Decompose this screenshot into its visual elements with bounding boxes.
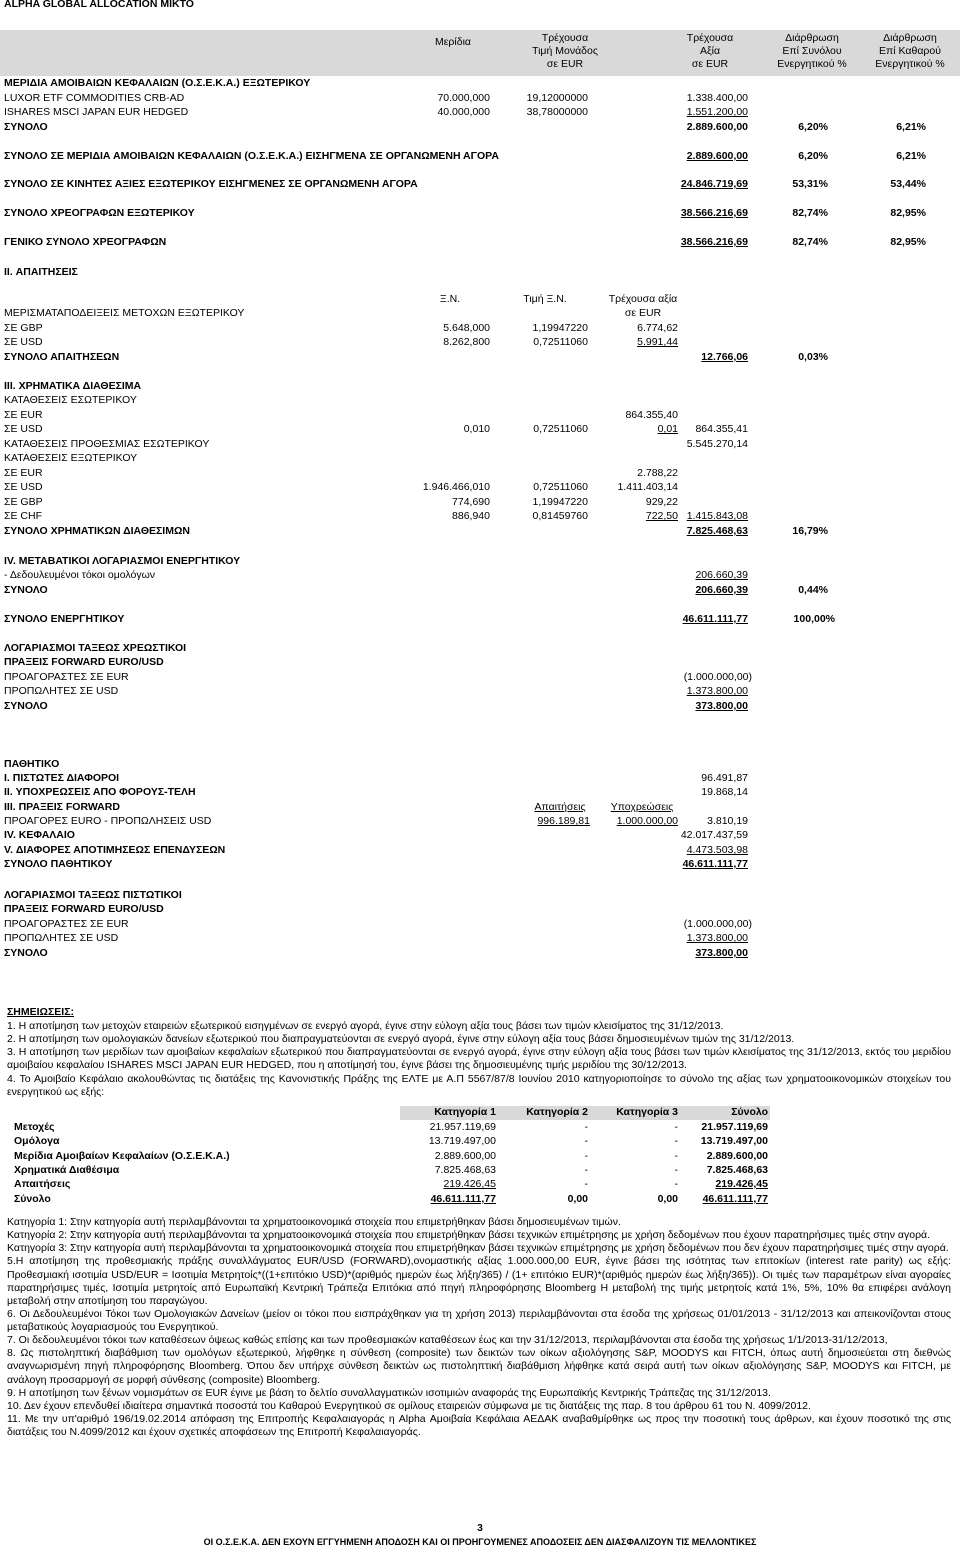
category-row-label: Σύνολο [14, 1193, 51, 1205]
note-5: 5.Η αποτίμηση της προθεσμιακής πράξης συναλλάγματος EUR/USD (FORWARD),ονομαστικής αξίας 1.000.000,00 EUR, έγινε βάσει της ισότητας των επιτοκίων (interest rate parity) ως εξής: Προθεσμιακή ισοτιμία USD/EUR = Ισοτιμία Μετρητοίς*((1+επιτόκιο USD)*(αριθμός ημερών έως λήξη/365) / (1+ επιτόκιο EUR)*(αριθμός ημερών έως λήξη/365)). Οι τιμές των παραμέτρων είναι αγοραίες παρατηρήσιμες τιμές, Ισοτιμία μετρητοίς από Ευρωπαϊκή Κεντρική Τράπεζα Επιτόκια από πηγή πληροφόρησης Bloomberg Η μεταβολή της τιμής μετρητοίς κατά 1%, 5%, 10% θα επιφέρει ανάλογη μεταβολή στην αποτίμηση του παραγώγου. [7, 1255, 951, 1307]
receivable-row-value: 6.774,62 [637, 322, 678, 334]
summary-value: 38.566.216,69 [680, 207, 748, 219]
credit-row-label: ΠΡΟΠΩΛΗΤΕΣ ΣΕ USD [4, 932, 119, 944]
funds-total-pct2: 6,21% [896, 121, 926, 133]
cash-domestic-title: ΚΑΤΑΘΕΣΕΙΣ ΕΣΩΤΕΡΙΚΟΥ [4, 394, 137, 406]
fund-row-value: 1.338.400,00 [686, 92, 748, 104]
receivables-title: II. ΑΠΑΙΤΗΣΕΙΣ [4, 266, 78, 278]
liab-forward-row-v2: 1.000.000,00 [616, 815, 678, 827]
credit-accounts-subtitle: ΠΡΑΞΕΙΣ FORWARD EURO/USD [4, 903, 164, 915]
transit-total-value: 206.660,39 [695, 584, 748, 596]
debit-row-value: (1.000.000,00) [683, 671, 752, 683]
category-col-1: Κατηγορία 1 [434, 1106, 496, 1118]
assets-total-value: 46.611.111,77 [682, 613, 748, 625]
note-9: 9. Η αποτίμηση των ξένων νομισμάτων σε EUR έγινε με βάση το δελτίο συναλλαγματικών ισοτιμιών αναφοράς της Ευρωπαϊκής Κεντρικής Τράπεζας της 31/12/2013. [7, 1386, 771, 1399]
category-row-c3: - [674, 1135, 678, 1147]
transit-total-pct: 0,44% [798, 584, 828, 596]
liab-taxes-value: 19.868,14 [701, 786, 748, 798]
document-title: ALPHA GLOBAL ALLOCATION ΜΙΚΤΟ [4, 0, 194, 10]
category-row-c2: 0,00 [567, 1193, 588, 1205]
credit-total-label: ΣΥΝΟΛΟ [4, 947, 48, 959]
summary-pct2: 82,95% [890, 236, 926, 248]
category-row-total: 46.611.111,77 [702, 1193, 768, 1205]
summary-label: ΓΕΝΙΚΟ ΣΥΝΟΛΟ ΧΡΕΟΓΡΑΦΩΝ [4, 236, 167, 248]
cash-row-value: 929,22 [645, 496, 678, 508]
summary-pct2: 6,21% [896, 150, 926, 162]
debit-accounts-title: ΛΟΓΑΡΙΑΣΜΟΙ ΤΑΞΕΩΣ ΧΡΕΩΣΤΙΚΟΙ [4, 642, 187, 654]
fund-row-name: LUXOR ETF COMMODITIES CRB-AD [4, 92, 185, 104]
cash-row-rate: 0,72511060 [533, 481, 588, 493]
summary-value: 38.566.216,69 [680, 236, 748, 248]
funds-total-value: 2.889.600,00 [686, 121, 748, 133]
category-row-label: Ομόλογα [14, 1135, 60, 1147]
receivables-col-fx-price: Τιμή Ξ.Ν. [523, 293, 567, 305]
category-row-c3: - [674, 1121, 678, 1133]
cash-row-label: ΣΕ EUR [4, 467, 43, 479]
cash-row-value: 1.411.403,14 [617, 481, 678, 493]
credit-row-value: 1.373.800,00 [686, 932, 748, 944]
summary-pct1: 6,20% [798, 150, 828, 162]
funds-total-pct1: 6,20% [798, 121, 828, 133]
liab-forward-label: III. ΠΡΑΞΕΙΣ FORWARD [4, 801, 120, 813]
cash-row-rate: 1,19947220 [532, 496, 588, 508]
receivable-row-fx: 5.648,000 [443, 322, 490, 334]
cash-row-value: 864.355,40 [625, 409, 678, 421]
note-3: 3. Η αποτίμηση των μεριδίων των αμοιβαίων κεφαλαίων εξωτερικού που διαπραγματεύονται σε ενεργό αγορά, έγινε στην εύλογη αξία τους βάσει των τιμών κλεισίματος της 31/12/2013, εκτός του μεριδίου αμοιβαίου κεφαλαίου ISHARES MSCI JAPAN EUR HEDGED, που η αποτίμησή του, έγινε βάσει της δημοσιευμένης τιμής μεριδίου της 30/12/2013. [7, 1046, 951, 1072]
category-row-c1: 46.611.111,77 [430, 1193, 496, 1205]
summary-pct1: 53,31% [792, 178, 828, 190]
cash-row-label: ΣΕ USD [4, 481, 43, 493]
summary-pct2: 82,95% [890, 207, 926, 219]
liab-forward-col-obligations: Υποχρεώσεις [610, 801, 674, 813]
liab-forward-row-value: 3.810,19 [707, 815, 748, 827]
cash-row-fx: 0,010 [463, 423, 490, 435]
receivable-row-label: ΣΕ USD [4, 336, 43, 348]
credit-row-label: ΠΡΟΑΓΟΡΑΣΤΕΣ ΣΕ EUR [4, 918, 129, 930]
category-row-label: Μερίδια Αμοιβαίων Κεφαλαίων (Ο.Σ.Ε.Κ.Α.) [14, 1150, 230, 1162]
cash-total-label: ΣΥΝΟΛΟ ΧΡΗΜΑΤΙΚΩΝ ΔΙΑΘΕΣΙΜΩΝ [4, 525, 190, 537]
cash-foreign-title: ΚΑΤΑΘΕΣΕΙΣ ΕΞΩΤΕΡΙΚΟΥ [4, 452, 138, 464]
notes-title: ΣΗΜΕΙΩΣΕΙΣ: [7, 1006, 74, 1018]
page-number: 3 [477, 1523, 483, 1534]
summary-value: 24.846.719,69 [680, 178, 748, 190]
category-row-c3: - [674, 1150, 678, 1162]
notes-block-a [7, 1020, 951, 1099]
cash-row-value: 0,01 [657, 423, 678, 435]
category-row-label: Χρηματικά Διαθέσιμα [14, 1164, 120, 1176]
receivables-subtitle: ΜΕΡΙΣΜΑΤΑΠΟΔΕΙΞΕΙΣ ΜΕΤΟΧΩΝ ΕΞΩΤΕΡΙΚΟΥ [4, 307, 245, 319]
header-unit-price: Τρέχουσα Τιμή Μονάδος σε EUR [532, 32, 598, 71]
summary-pct1: 82,74% [792, 236, 828, 248]
cash-total-value: 7.825.468,63 [686, 525, 748, 537]
cash-row-label: ΣΕ GBP [4, 496, 43, 508]
receivables-col-fx: Ξ.Ν. [439, 293, 461, 305]
category-row-c3: - [674, 1164, 678, 1176]
debit-total-value: 373.800,00 [695, 700, 748, 712]
cash-row-value: 722,50 [645, 510, 678, 522]
category-col-3: Κατηγορία 3 [616, 1106, 678, 1118]
cash-domestic-subtotal: 864.355,41 [695, 423, 748, 435]
liab-capital-value: 42.017.437,59 [680, 829, 748, 841]
note-7: 7. Οι δεδουλευμένοι τόκοι των καταθέσεων όψεως καθώς επίσης και των προθεσμιακών καταθέσεων έως και την 31/12/2013, περιλαμβάνονται στα έσοδα της χρήσεως 1/1/2013-31/12/2013, [7, 1334, 888, 1347]
receivables-col-current-2: σε EUR [624, 307, 662, 319]
liabilities-title: ΠΑΘΗΤΙΚΟ [4, 758, 60, 770]
receivables-total-value: 12.766,06 [701, 351, 748, 363]
note-2: 2. Η αποτίμηση των ομολογιακών δανείων εξωτερικού που διαπραγματεύονται σε ενεργό αγορά, έγινε στην εύλογη αξία τους βάσει δημοσιευμένων τιμών της 31/12/2013. [7, 1033, 795, 1046]
liab-creditors-label: I. ΠΙΣΤΩΤΕΣ ΔΙΑΦΟΡΟΙ [4, 772, 120, 784]
fund-row-price: 19,12000000 [526, 92, 588, 104]
category-row-total: 21.957.119,69 [701, 1121, 768, 1133]
category-row-total: 7.825.468,63 [706, 1164, 768, 1176]
credit-total-value: 373.800,00 [695, 947, 748, 959]
transit-row-value: 206.660,39 [695, 569, 748, 581]
category-row-c3: 0,00 [657, 1193, 678, 1205]
cash-row-label: ΣΕ USD [4, 423, 43, 435]
debit-accounts-subtitle: ΠΡΑΞΕΙΣ FORWARD EURO/USD [4, 656, 164, 668]
transit-row-label: - Δεδουλευμένοι τόκοι ομολόγων [4, 569, 156, 581]
category-row-c2: - [584, 1164, 588, 1176]
credit-accounts-title: ΛΟΓΑΡΙΑΣΜΟΙ ΤΑΞΕΩΣ ΠΙΣΤΩΤΙΚΟΙ [4, 889, 182, 901]
cash-row-fx: 1.946.466,010 [422, 481, 490, 493]
cash-row-label: ΣΕ EUR [4, 409, 43, 421]
fund-row-units: 70.000,000 [437, 92, 490, 104]
summary-value: 2.889.600,00 [686, 150, 748, 162]
note-1: 1. Η αποτίμηση των μετοχών εταιρειών εξωτερικού εισηγμένων σε ενεργό αγορά, έγινε στην εύλογη αξία τους βάσει των τιμών κλεισίματος της 31/12/2013. [7, 1020, 724, 1032]
liab-forward-row-label: ΠΡΟΑΓΟΡΕΣ EURO - ΠΡΟΠΩΛΗΣΕΙΣ USD [4, 815, 212, 827]
notes-block-b [7, 1216, 951, 1439]
receivables-total-pct: 0,03% [798, 351, 828, 363]
liab-capital-label: IV. ΚΕΦΑΛΑΙΟ [4, 829, 75, 841]
category-row-total: 2.889.600,00 [706, 1150, 768, 1162]
receivable-row-value: 5.991,44 [637, 336, 678, 348]
cash-row-rate: 0,72511060 [533, 423, 588, 435]
cash-row-label: ΣΕ CHF [4, 510, 42, 522]
category-row-label: Μετοχές [14, 1121, 55, 1133]
note-category-3: Κατηγορία 3: Στην κατηγορία αυτή περιλαμβάνονται τα χρηματοοικονομικά στοιχεία που επιμετρήθηκαν βάσει τεχνικών επιμέτρησης με χρήση δεδομένων που δεν έχουν παρατηρήσιμες τιμές στην αγορά. [7, 1242, 949, 1255]
note-11: 11. Με την υπ'αριθμό 196/19.02.2014 απόφαση της Επιτροπής Κεφαλαιαγοράς η Alpha Αμοιβαία Κεφάλαια ΑΕΔΑΚ αναβαθμίρθηκε ως προς την ποσοτική τους άρθρων, και έχουν ποσοτικό της στις διατάξεις του Ν.4099/2012 και έχουν σχετικές αποφάσεων της Επιτροπή Κεφαλαιαγοράς. [7, 1412, 951, 1438]
cash-title: III. ΧΡΗΜΑΤΙΚΑ ΔΙΑΘΕΣΙΜΑ [4, 380, 142, 392]
category-row-c3: - [674, 1178, 678, 1190]
header-units: Μερίδια [435, 36, 471, 48]
category-row-c2: - [584, 1150, 588, 1162]
header-pct-net-assets: Διάρθρωση Επί Καθαρού Ενεργητικού % [875, 32, 945, 71]
debit-row-label: ΠΡΟΑΓΟΡΑΣΤΕΣ ΣΕ EUR [4, 671, 129, 683]
note-6: 6. Οι Δεδουλευμένοι Τόκοι των Ομολογιακών Δανείων (μείον οι τόκοι που εισπράχθηκαν για τη χρήση 2013) περιλαμβάνονται στα έσοδα της χρήσεως 01/01/2013 - 31/12/2013 και απεικονίζονται στους μεταβατικούς λογαριασμούς του Ενεργητικού. [7, 1307, 951, 1333]
footer-disclaimer: ΟΙ Ο.Σ.Ε.Κ.Α. ΔΕΝ ΕΧΟΥΝ ΕΓΓΥΗΜΕΝΗ ΑΠΟΔΟΣΗ ΚΑΙ ΟΙ ΠΡΟΗΓΟΥΜΕΝΕΣ ΑΠΟΔΟΣΕΙΣ ΔΕΝ ΔΙΑΣΦΑΛΙΖΟΥΝ ΤΙΣ ΜΕΛΛΟΝΤΙΚΕΣ [203, 1537, 757, 1547]
category-row-c1: 21.957.119,69 [429, 1121, 496, 1133]
cash-total-pct: 16,79% [792, 525, 828, 537]
liab-total-value: 46.611.111,77 [682, 858, 748, 870]
category-row-total: 13.719.497,00 [700, 1135, 768, 1147]
note-category-1: Κατηγορία 1: Στην κατηγορία αυτή περιλαμβάνονται τα χρηματοοικονομικά στοιχεία που επιμετρήθηκαν βάσει δημοσιευμένων τιμών. [7, 1216, 621, 1228]
funds-section-title: ΜΕΡΙΔΙΑ ΑΜΟΙΒΑΙΩΝ ΚΕΦΑΛΑΙΩΝ (Ο.Σ.Ε.Κ.Α.) ΕΞΩΤΕΡΙΚΟΥ [4, 77, 311, 89]
receivable-row-label: ΣΕ GBP [4, 322, 43, 334]
category-col-2: Κατηγορία 2 [526, 1106, 588, 1118]
credit-row-value: (1.000.000,00) [683, 918, 752, 930]
liab-forward-col-receivables: Απαιτήσεις [534, 801, 586, 813]
liab-taxes-label: II. ΥΠΟΧΡΕΩΣΕΙΣ ΑΠΟ ΦΟΡΟΥΣ-ΤΕΛΗ [4, 786, 196, 798]
header-pct-total-assets: Διάρθρωση Επί Συνόλου Ενεργητικού % [777, 32, 847, 71]
summary-pct1: 82,74% [792, 207, 828, 219]
assets-total-pct: 100,00% [793, 613, 835, 625]
category-row-c1: 7.825.468,63 [434, 1164, 496, 1176]
transit-total-label: ΣΥΝΟΛΟ [4, 584, 48, 596]
note-4: 4. Το Αμοιβαίο Κεφάλαιο ακολουθώντας τις διατάξεις της Κανονιστικής Πράξης της ΕΛΤΕ με Α.Π 5567/87/8 Ιουνίου 2010 κατηγοριοποίησε το σύνολο της αξίας των χρηματοοικονομικών στοιχείων του ενεργητικού ως εξής: [7, 1072, 951, 1098]
fund-row-units: 40.000,000 [437, 106, 490, 118]
transit-title: IV. ΜΕΤΑΒΑΤΙΚΟΙ ΛΟΓΑΡΙΑΣΜΟΙ ΕΝΕΡΓΗΤΙΚΟΥ [4, 555, 241, 567]
cash-term-subtotal: 5.545.270,14 [686, 438, 748, 450]
liab-forward-row-v1: 996.189,81 [537, 815, 590, 827]
summary-label: ΣΥΝΟΛΟ ΣΕ ΚΙΝΗΤΕΣ ΑΞΙΕΣ ΕΞΩΤΕΡΙΚΟΥ ΕΙΣΗΓΜΕΝΕΣ ΣΕ ΟΡΓΑΝΩΜΕΝΗ ΑΓΟΡΑ [4, 178, 418, 190]
liab-valuation-value: 4.473.503,98 [686, 844, 748, 856]
category-row-c1: 219.426,45 [443, 1178, 496, 1190]
note-10: 10. Δεν έχουν επενδυθεί ιδιαίτερα σημαντικά ποσοστά του Καθαρού Ενεργητικού σε ομίλους εταιρειών σύμφωνα με τις διατάξεις της παρ. 8 του άρθρου 61 του Ν. 4099/2012. [7, 1399, 811, 1412]
receivable-row-fx: 8.262,800 [443, 336, 490, 348]
cash-row-fx: 774,690 [452, 496, 490, 508]
summary-label: ΣΥΝΟΛΟ ΧΡΕΟΓΡΑΦΩΝ ΕΞΩΤΕΡΙΚΟΥ [4, 207, 195, 219]
receivables-total-label: ΣΥΝΟΛΟ ΑΠΑΙΤΗΣΕΩΝ [4, 351, 120, 363]
liab-total-label: ΣΥΝΟΛΟ ΠΑΘΗΤΙΚΟΥ [4, 858, 113, 870]
category-row-c2: - [584, 1121, 588, 1133]
summary-label: ΣΥΝΟΛΟ ΣΕ ΜΕΡΙΔΙΑ ΑΜΟΙΒΑΙΩΝ ΚΕΦΑΛΑΙΩΝ (Ο.Σ.Ε.Κ.Α.) ΕΙΣΗΓΜΕΝΑ ΣΕ ΟΡΓΑΝΩΜΕΝΗ ΑΓΟΡΑ [4, 150, 499, 162]
debit-total-label: ΣΥΝΟΛΟ [4, 700, 48, 712]
category-col-total: Σύνολο [731, 1106, 768, 1118]
assets-total-label: ΣΥΝΟΛΟ ΕΝΕΡΓΗΤΙΚΟΥ [4, 613, 125, 625]
liab-creditors-value: 96.491,87 [701, 772, 748, 784]
fund-row-value: 1.551.200,00 [686, 106, 748, 118]
category-row-label: Απαιτήσεις [14, 1178, 71, 1190]
header-current-value: Τρέχουσα Αξία σε EUR [686, 32, 734, 71]
receivable-row-rate: 1,19947220 [532, 322, 588, 334]
category-row-c1: 13.719.497,00 [428, 1135, 496, 1147]
summary-pct2: 53,44% [890, 178, 926, 190]
cash-row-fx: 886,940 [452, 510, 490, 522]
cash-row-value: 2.788,22 [637, 467, 678, 479]
fund-row-price: 38,78000000 [526, 106, 588, 118]
category-row-c2: - [584, 1135, 588, 1147]
liab-valuation-label: V. ΔΙΑΦΟΡΕΣ ΑΠΟΤΙΜΗΣΕΩΣ ΕΠΕΝΔΥΣΕΩΝ [4, 844, 226, 856]
cash-row-rate: 0,81459760 [532, 510, 588, 522]
cash-term-label: ΚΑΤΑΘΕΣΕΙΣ ΠΡΟΘΕΣΜΙΑΣ ΕΣΩΤΕΡΙΚΟΥ [4, 438, 210, 450]
note-8: 8. Ως πιστοληπτική διαβάθμιση των ομολόγων εξωτερικού, λήφθηκε η σύνθεση (composite) των δεικτών των οίκων αξιολόγησης S&P, MOODYS και FITCH, όπως αυτή δημοσιεύεται στη διεθνώς αναγνωρισμένη πηγή πληροφόρησης Bloomberg. Όπου δεν υπήρχε σύνθεση δεικτών ως πιστοληπτική διαβάθμιση λήφθηκε κατά σειρά αυτή των οίκων αξιολόγησης S&P, MOODYS και FITCH, με ανάλογη προσαρμογή σε μορφή σύνθεσης (composite) Bloomberg. [7, 1347, 951, 1386]
funds-total-label: ΣΥΝΟΛΟ [4, 121, 48, 133]
cash-foreign-subtotal: 1.415.843,08 [686, 510, 748, 522]
receivable-row-rate: 0,72511060 [533, 336, 588, 348]
category-row-total: 219.426,45 [715, 1178, 768, 1190]
note-category-2: Κατηγορία 2: Στην κατηγορία αυτή περιλαμβάνονται τα χρηματοοικονομικά στοιχεία που επιμετρήθηκαν βάσει τεχνικών επιμέτρησης με χρήση δεδομένων που έχουν παρατηρήσιμες τιμές στην αγορά. [7, 1229, 931, 1242]
debit-row-label: ΠΡΟΠΩΛΗΤΕΣ ΣΕ USD [4, 685, 119, 697]
receivables-col-current: Τρέχουσα αξία [608, 293, 678, 305]
debit-row-value: 1.373.800,00 [686, 685, 748, 697]
fund-row-name: ISHARES MSCI JAPAN EUR HEDGED [4, 106, 189, 118]
category-row-c1: 2.889.600,00 [434, 1150, 496, 1162]
category-row-c2: - [584, 1178, 588, 1190]
